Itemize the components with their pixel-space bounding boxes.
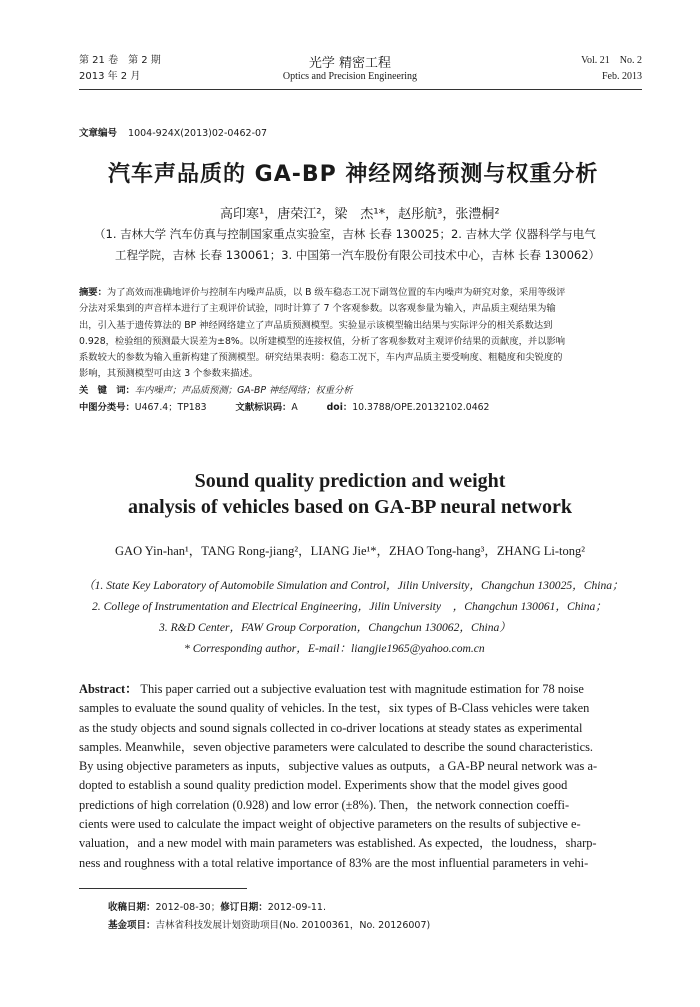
abstract-en-line: valuation，and a new model with main parameters was established. As expected，the loudness，sharp- xyxy=(79,836,597,851)
header-journal-en: Optics and Precision Engineering xyxy=(282,71,418,82)
authors-cn: 高印寒¹，唐荣江²，梁 杰¹*，赵彤航³，张澧桐² xyxy=(220,207,500,222)
article-number-label: 文章编号 xyxy=(79,128,118,139)
abstract-en-line: By using objective parameters as inputs，subjective values as outputs，a GA-BP neural network was a- xyxy=(79,759,598,774)
abstract-cn-line: 影响，其预测模型可由这 3 个参数来描述。 xyxy=(79,368,259,380)
abstract-en-line: ness and roughness with a total relative importance of 83% are the most influential parameters in vehi- xyxy=(79,855,589,870)
abstract-en xyxy=(79,680,597,873)
authors-en: GAO Yin-han¹，TANG Rong-jiang²，LIANG Jie¹*，ZHAO Tong-hang³，ZHANG Li-tong² xyxy=(115,544,585,558)
title-en-line-1: Sound quality prediction and weight xyxy=(194,470,506,492)
article-number xyxy=(79,125,267,139)
header-rule xyxy=(79,89,642,90)
header-journal-cn: 光学 精密工程 xyxy=(308,56,392,71)
doi-label: doi： xyxy=(326,402,353,413)
footnote-rule xyxy=(79,888,247,889)
affiliation-cn-line-1: （1. 吉林大学 汽车仿真与控制国家重点实验室，吉林 长春 130025；2. 吉林大学 仪器科学与电气 xyxy=(94,227,596,241)
abstract-en-line: samples. Meanwhile，seven objective parameters were calculated to describe the sound characteristics. xyxy=(79,739,593,754)
header-date-cn: 2013 年 2 月 xyxy=(79,71,141,82)
abstract-cn-label: 摘要： xyxy=(79,287,107,298)
article-number-value: 1004-924X(2013)02-0462-07 xyxy=(128,128,268,139)
abstract-cn-line: 出，引入基于遗传算法的 BP 神经网络建立了声品质预测模型。实验显示该模型输出结果与实际评分的相关系数达到 xyxy=(79,319,553,331)
abstract-en-line: cients were used to calculate the impact weight of objective parameters on the results of subjective e- xyxy=(79,817,581,832)
affiliation-en-line-3: 3. R&D Center，FAW Group Corporation，Changchun 130062，China） xyxy=(159,621,511,634)
keywords-cn-value: 车内噪声；声品质预测；GA-BP 神经网络；权重分析 xyxy=(134,385,353,396)
abstract-cn xyxy=(79,285,565,383)
abstract-en-label: Abstract： xyxy=(79,682,138,696)
header-volume-issue-en: Vol. 21 No. 2 xyxy=(581,55,642,66)
header-volume-issue-cn: 第 21 卷 第 2 期 xyxy=(79,55,161,66)
title-cn: 汽车声品质的 GA-BP 神经网络预测与权重分析 xyxy=(108,162,599,187)
classification-line xyxy=(79,400,489,416)
revised-value: 2012-09-11. xyxy=(267,902,326,913)
fund-label: 基金项目： xyxy=(108,920,156,931)
keywords-cn-label: 关 键 词： xyxy=(79,385,135,396)
affiliation-en-line-1: （1. State Key Laboratory of Automobile Simulation and Control，Jilin University，Changchun 130025，China； xyxy=(83,579,624,592)
funding xyxy=(108,917,430,935)
clc-value: U467.4；TP183 xyxy=(134,402,207,413)
revised-label: 修订日期： xyxy=(220,902,268,913)
abstract-cn-line: 分法对采集到的声音样本进行了主观评价试验，同时计算了 7 个客观参数。以客观参量为输入，声品质主观结果为输 xyxy=(79,303,556,315)
abstract-en-line: samples to evaluate the sound quality of vehicles. In the test，six types of B-Class vehicles were taken xyxy=(79,701,590,716)
header-date-en: Feb. 2013 xyxy=(602,71,642,82)
doi-value: 10.3788/OPE.20132102.0462 xyxy=(352,402,490,413)
document-code-label: 文献标识码： xyxy=(235,402,292,413)
affiliation-en-line-2: 2. College of Instrumentation and Electrical Engineering，Jilin University ，Changchun 130061，China； xyxy=(92,600,607,613)
abstract-en-line: as the study objects and sound signals collected in co-driver locations at steady states as experimental xyxy=(79,720,583,735)
abstract-en-line: predictions of high correlation (0.928) and low error (±8%). Then，the network connection coeffi- xyxy=(79,797,570,812)
abstract-cn-line: 摘要：为了高效而准确地评价与控制车内噪声品质，以 B 级车稳态工况下副驾位置的车内噪声为研究对象，采用等级评 xyxy=(79,287,566,298)
document-code-value: A xyxy=(291,402,298,413)
received-dates xyxy=(108,899,326,917)
received-value: 2012-08-30； xyxy=(155,902,221,913)
affiliation-cn-line-2: 工程学院，吉林 长春 130061；3. 中国第一汽车股份有限公司技术中心，吉林 长春 130062） xyxy=(115,248,601,262)
title-en-line-2: analysis of vehicles based on GA-BP neural network xyxy=(128,496,572,518)
abstract-cn-line: 0.928，检验组的预测最大误差为±8%。以所建模型的连接权值，分析了客观参数对主观评价结果的贡献度，并以影响 xyxy=(79,335,566,347)
keywords-cn xyxy=(79,383,353,399)
abstract-en-line: dopted to establish a sound quality prediction model. Experiments show that the model gives good xyxy=(79,778,568,793)
corresponding-author: * Corresponding author，E-mail：liangjie1965@yahoo.com.cn xyxy=(184,642,485,655)
fund-value: 吉林省科技发展计划资助项目(No. 20100361，No. 20126007) xyxy=(155,920,431,931)
clc-label: 中图分类号： xyxy=(79,402,135,413)
abstract-en-line: Abstract： This paper carried out a subjective evaluation test with magnitude estimation for 78 noise xyxy=(79,682,584,696)
abstract-cn-line: 系数较大的参数为输入重新构建了预测模型。研究结果表明：稳态工况下，车内声品质主要受响度、粗糙度和尖锐度的 xyxy=(79,352,563,364)
received-label: 收稿日期： xyxy=(108,902,156,913)
